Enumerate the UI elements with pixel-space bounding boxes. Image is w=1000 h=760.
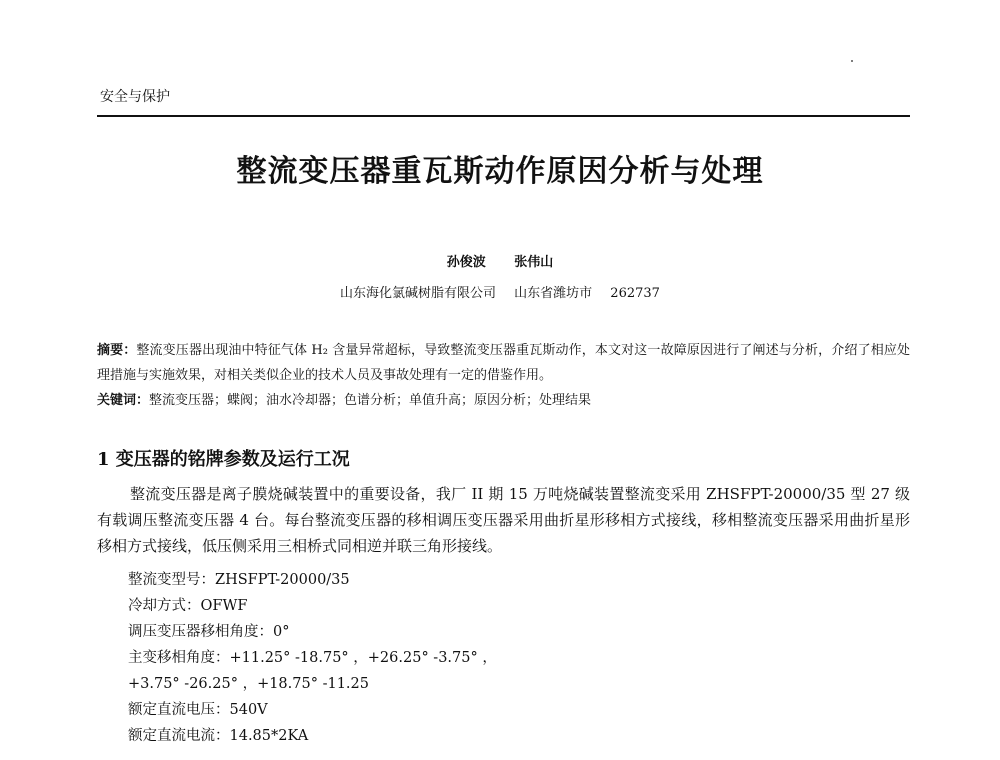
- section-heading: 1 变压器的铭牌参数及运行工况: [97, 449, 350, 470]
- header-rule: [97, 115, 910, 117]
- spec-item: 调压变压器移相角度：0°: [128, 624, 290, 640]
- article-title: 整流变压器重瓦斯动作原因分析与处理: [236, 154, 764, 189]
- abstract-block: [97, 338, 910, 413]
- scan-speck: [851, 60, 853, 62]
- article-affiliation: 山东海化氯碱树脂有限公司 山东省潍坊市 262737: [340, 286, 660, 301]
- spec-item: +3.75° -26.25° ，+18.75° -11.25: [128, 676, 369, 692]
- abstract-paragraph: [97, 338, 910, 388]
- spec-item: 额定直流电压：540V: [128, 702, 268, 718]
- spec-item: 额定直流电流：14.85*2KA: [128, 728, 309, 744]
- spec-item: 主变移相角度：+11.25° -18.75° ，+26.25° -3.75° ，: [128, 650, 497, 666]
- section-paragraph: 整流变压器是离子膜烧碱装置中的重要设备，我厂 II 期 15 万吨烧碱装置整流变采用 ZHSFPT-20000/35 型 27 级有载调压整流变压器 4 台。每台整流变压器的移相调压变压器采用曲折星形移相方式接线，移相整流变压器采用曲折星形移相方式接线，低压侧采用三相桥式同相逆并联三角形接线。: [97, 485, 910, 555]
- spec-item: 冷却方式：OFWF: [128, 598, 248, 614]
- abstract-text: 整流变压器出现油中特征气体 H₂ 含量异常超标，导致整流变压器重瓦斯动作，本文对这一故障原因进行了阐述与分析，介绍了相应处理措施与实施效果，对相关类似企业的技术人员及事故处理有一定的借鉴作用。: [97, 343, 910, 383]
- section-tag: 安全与保护: [100, 89, 170, 105]
- keywords-paragraph: [97, 388, 910, 413]
- abstract-label: 摘要：: [97, 343, 137, 358]
- keywords-text: 整流变压器；蝶阀；油水冷却器；色谱分析；单值升高；原因分析；处理结果: [149, 393, 592, 408]
- spec-item: 整流变型号：ZHSFPT-20000/35: [128, 572, 350, 588]
- keywords-label: 关键词：: [97, 393, 150, 408]
- spec-list: [128, 567, 497, 749]
- article-authors: 孙俊波 张伟山: [446, 255, 554, 270]
